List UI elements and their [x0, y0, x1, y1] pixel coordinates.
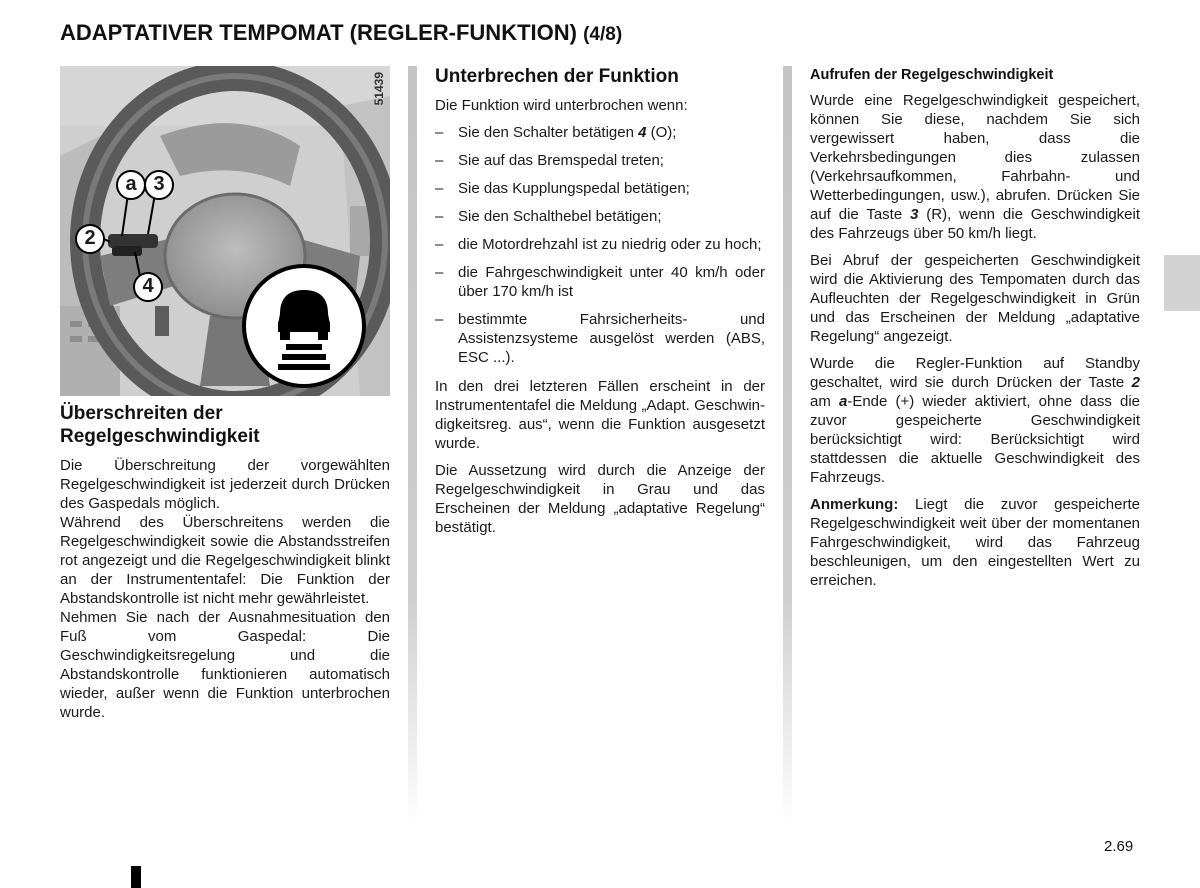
list-item: – bestimmte Fahrsicherheits- und Assistenzsysteme ausgelöst werden (ABS, ESC ...). — [435, 310, 765, 367]
column-left — [60, 66, 390, 722]
adaptive-cruise-control-icon — [242, 264, 366, 388]
column-divider-1 — [408, 66, 417, 826]
key-reference: 2 — [1131, 374, 1140, 391]
note-text: Liegt die zuvor gespeicherte Regelgeschwindigkeit weit über der momentanen Fahrgeschwindigkeit, wird das Fahrzeug beschleunigen, um den eingestellten Wert zu erreichen. — [810, 496, 1140, 589]
column-middle — [435, 66, 765, 545]
paragraph-text: -Ende (+) wieder aktiviert, ohne dass die zuvor gespeicherte Geschwindigkeit berücksichtigt wird: Berücksichtigt wird stattdessen die aktuelle Geschwindigkeit des Fahrzeugs. — [810, 393, 1141, 486]
note-paragraph — [810, 495, 1140, 590]
list-item: – die Motordrehzahl ist zu niedrig oder zu hoch; — [435, 235, 765, 254]
steering-wheel-illustration — [60, 66, 390, 396]
page-title-text: ADAPTATIVER TEMPOMAT (REGLER-FUNKTION) — [60, 20, 577, 45]
list-item — [435, 123, 765, 142]
callout-2-label: 2 — [84, 227, 96, 249]
callout-3 — [144, 170, 174, 200]
list-item: – Sie auf das Bremspedal treten; — [435, 151, 765, 170]
paragraph: In den drei letzteren Fällen erscheint in der Instrumententafel die Meldung „Adapt. Geschwin-digkeitsreg. aus“, wenn die Funktion ausgesetzt wurde. — [435, 378, 765, 452]
section-heading-overspeed — [60, 402, 390, 448]
list-item: – Sie das Kupplungspedal betätigen; — [435, 179, 765, 198]
page-title-suffix: (4/8) — [583, 24, 623, 45]
chapter-thumb-tab — [1164, 255, 1200, 311]
car-distance-icon — [246, 268, 362, 384]
key-reference: a — [838, 393, 848, 410]
list-item: – die Fahrgeschwindigkeit unter 40 km/h oder über 170 km/h ist — [435, 263, 765, 301]
heading-line-2: Regelgeschwindigkeit — [60, 426, 260, 447]
page-number: 2.69 — [1104, 838, 1134, 855]
paragraph — [810, 354, 1140, 487]
paragraph: Nehmen Sie nach der Ausnahmesituation den Fuß vom Gaspedal: Die Geschwindigkeitsregelung und die Abstandskontrolle funktionieren automatisch wieder, außer wenn die Funktion unterbrochen wurde. — [60, 609, 390, 721]
section-heading-recall: Aufrufen der Regelgeschwindigkeit — [810, 67, 1054, 83]
paragraph — [810, 91, 1140, 243]
paragraph: Die Funktion wird unterbrochen wenn: — [435, 97, 688, 114]
note-label: Anmerkung: — [810, 496, 899, 513]
list-item-text: Sie den Schalter betätigen — [458, 124, 639, 141]
paragraph: Während des Überschreitens werden die Regelgeschwindigkeit sowie die Abstandsstreifen rot angezeigt und die Regelgeschwindigkeit blinkt an der Instrumententafel: Die Funktion der Abstandskontrolle ist nicht mehr gewährleistet. — [60, 514, 390, 607]
callout-4-label: 4 — [142, 275, 154, 297]
figure-ref-number: 51439 — [372, 72, 386, 106]
column-right — [810, 66, 1140, 598]
heading-line-1: Überschreiten der — [60, 403, 223, 424]
callout-2 — [75, 224, 105, 254]
paragraph: Bei Abruf der gespeicherten Geschwindigkeit wird die Aktivierung des Tempomaten durch das Aufleuchten der Regelgeschwindigkeit in Grün und das Erscheinen der Meldung „adaptative Regelung“ angezeigt. — [810, 252, 1140, 345]
interrupt-condition-list — [435, 123, 765, 367]
callout-a-label: a — [125, 173, 137, 195]
print-corner-mark — [131, 866, 141, 888]
list-item: – Sie den Schalthebel betätigen; — [435, 207, 765, 226]
paragraph-text: Wurde die Regler-Funktion auf Standby geschaltet, wird sie durch Drücken der Taste — [810, 355, 1140, 391]
paragraph-text: Wurde eine Regelgeschwindigkeit gespeichert, können Sie diese, nachdem Sie sich vergewissert haben, dass die Verkehrsbedingungen dies zulassen (Verkehrsaufkommen, Fahrbahn- und Wetterbedingungen, usw.), abrufen. Drücken Sie auf die Taste — [810, 92, 1140, 223]
section-heading-interrupt: Unterbrechen der Funktion — [435, 66, 679, 87]
paragraph: Die Aussetzung wird durch die Anzeige der Regelgeschwindigkeit in Grau und das Erscheinen der Meldung „adaptative Regelung“ bestätigt. — [435, 462, 765, 536]
page-title — [60, 20, 622, 46]
callout-3-label: 3 — [153, 173, 165, 195]
paragraph: Die Überschreitung der vorgewählten Regelgeschwindigkeit ist jederzeit durch Drücken des Gaspedals möglich. — [60, 457, 390, 512]
column-divider-2 — [783, 66, 792, 826]
paragraph-text: am — [810, 393, 839, 410]
callout-4 — [133, 272, 163, 302]
paragraph-text: (R), wenn die Geschwindigkeit des Fahrzeugs über 50 km/h liegt. — [810, 206, 1140, 242]
key-reference: 3 — [910, 206, 919, 223]
list-item-text: (O); — [646, 124, 677, 141]
callout-a — [116, 170, 146, 200]
key-reference: 4 — [638, 124, 647, 141]
